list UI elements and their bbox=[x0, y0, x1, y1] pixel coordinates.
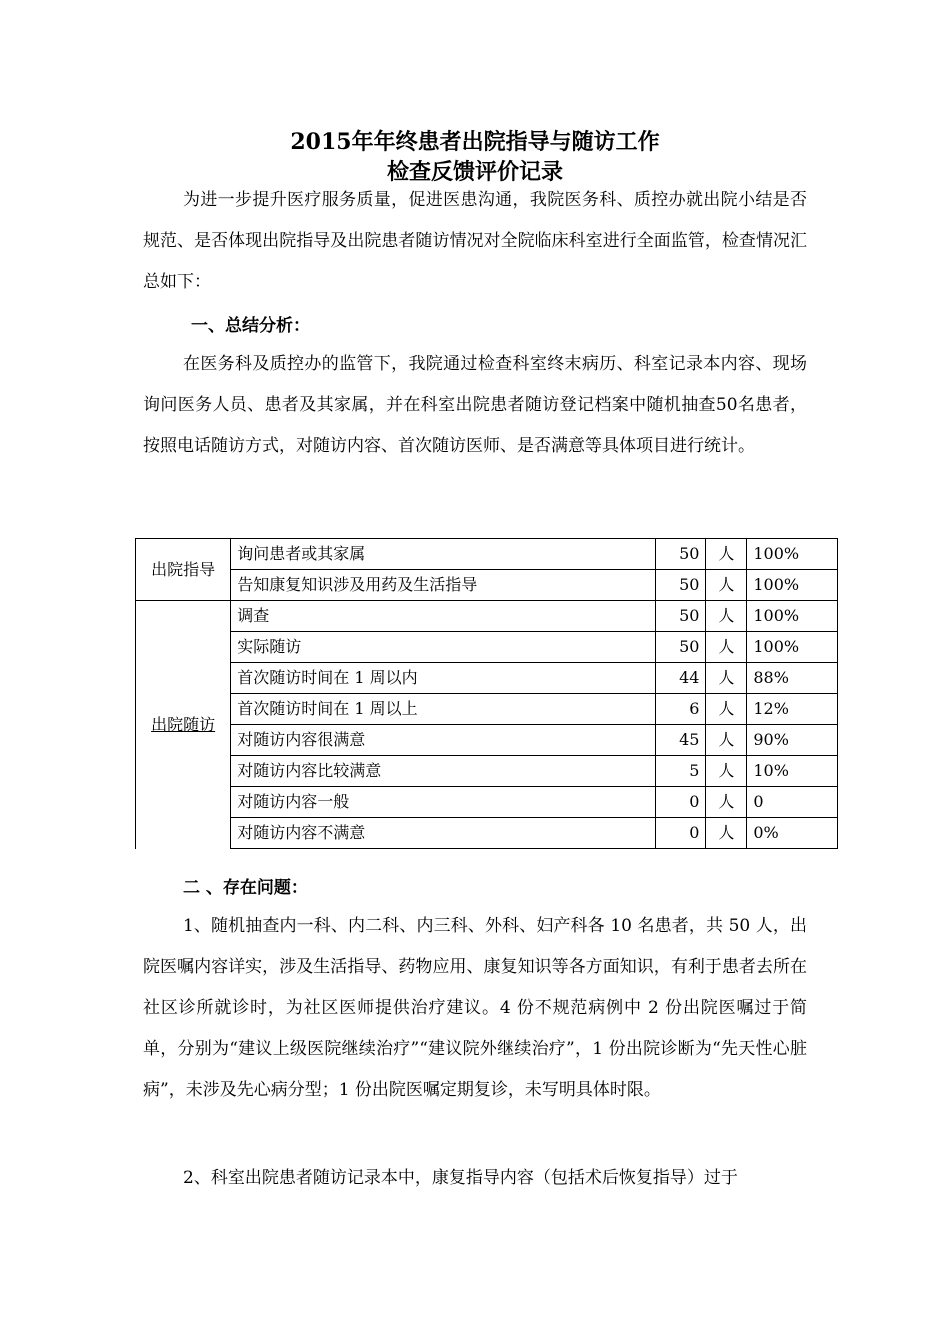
row-item: 实际随访 bbox=[231, 632, 655, 663]
group-label-followup-text: 出院随访 bbox=[151, 714, 216, 734]
table-row bbox=[136, 756, 838, 787]
row-unit: 人 bbox=[706, 694, 747, 725]
row-item: 对随访内容很满意 bbox=[231, 725, 655, 756]
row-unit: 人 bbox=[706, 818, 747, 849]
row-percent: 0 bbox=[747, 787, 838, 818]
table-row bbox=[136, 787, 838, 818]
row-percent: 12% bbox=[747, 694, 838, 725]
row-count: 45 bbox=[655, 725, 706, 756]
row-unit: 人 bbox=[706, 787, 747, 818]
table-row bbox=[136, 601, 838, 632]
row-item: 首次随访时间在 1 周以上 bbox=[231, 694, 655, 725]
row-count: 50 bbox=[655, 632, 706, 663]
group-label-guidance: 出院指导 bbox=[136, 539, 231, 601]
table-row bbox=[136, 663, 838, 694]
table-row bbox=[136, 570, 838, 601]
section2-heading: 二 、存在问题： bbox=[183, 878, 308, 898]
table-row bbox=[136, 818, 838, 849]
row-unit: 人 bbox=[706, 632, 747, 663]
row-item: 调查 bbox=[231, 601, 655, 632]
row-item: 对随访内容一般 bbox=[231, 787, 655, 818]
row-unit: 人 bbox=[706, 570, 747, 601]
row-percent: 10% bbox=[747, 756, 838, 787]
row-count: 44 bbox=[655, 663, 706, 694]
row-unit: 人 bbox=[706, 756, 747, 787]
row-count: 50 bbox=[655, 601, 706, 632]
row-count: 50 bbox=[655, 570, 706, 601]
row-count: 6 bbox=[655, 694, 706, 725]
section1-paragraph: 在医务科及质控办的监管下，我院通过检查科室终末病历、科室记录本内容、现场询问医务人员、患者及其家属，并在科室出院患者随访登记档案中随机抽查50名患者，按照电话随访方式，对随访内容、首次随访医师、是否满意等具体项目进行统计。 bbox=[143, 354, 807, 456]
row-unit: 人 bbox=[706, 539, 747, 570]
row-item: 询问患者或其家属 bbox=[231, 539, 655, 570]
row-unit: 人 bbox=[706, 725, 747, 756]
table-row bbox=[136, 539, 838, 570]
issue-1-paragraph: 1、随机抽查内一科、内二科、内三科、外科、妇产科各 10 名患者，共 50 人，出院医嘱内容详实，涉及生活指导、药物应用、康复知识等各方面知识，有利于患者去所在社区诊所就诊时，为社区医师提供治疗建议。4 份不规范病例中 2 份出院医嘱过于简单，分别为“建议上级医院继续治疗”“建议院外继续治疗”，1 份出院诊断为“先天性心脏病”，未涉及先心病分型；1 份出院医嘱定期复诊，未写明具体时限。 bbox=[143, 916, 807, 1100]
issue-2-paragraph: 2、科室出院患者随访记录本中，康复指导内容（包括术后恢复指导）过于 bbox=[183, 1168, 738, 1188]
row-percent: 90% bbox=[747, 725, 838, 756]
row-item: 告知康复知识涉及用药及生活指导 bbox=[231, 570, 655, 601]
row-count: 5 bbox=[655, 756, 706, 787]
group-label-followup bbox=[136, 601, 231, 849]
table-row bbox=[136, 694, 838, 725]
table-row bbox=[136, 632, 838, 663]
row-percent: 100% bbox=[747, 539, 838, 570]
row-unit: 人 bbox=[706, 601, 747, 632]
row-unit: 人 bbox=[706, 663, 747, 694]
row-item: 首次随访时间在 1 周以内 bbox=[231, 663, 655, 694]
intro-paragraph: 为进一步提升医疗服务质量，促进医患沟通，我院医务科、质控办就出院小结是否规范、是否体现出院指导及出院患者随访情况对全院临床科室进行全面监管，检查情况汇总如下： bbox=[143, 190, 807, 292]
table-row bbox=[136, 725, 838, 756]
document-subtitle: 检查反馈评价记录 bbox=[386, 159, 563, 185]
row-percent: 100% bbox=[747, 632, 838, 663]
row-count: 50 bbox=[655, 539, 706, 570]
statistics-table bbox=[135, 538, 838, 849]
row-percent: 100% bbox=[747, 601, 838, 632]
row-item: 对随访内容不满意 bbox=[231, 818, 655, 849]
section1-heading: 一、总结分析： bbox=[191, 316, 310, 336]
row-percent: 100% bbox=[747, 570, 838, 601]
row-percent: 88% bbox=[747, 663, 838, 694]
row-count: 0 bbox=[655, 818, 706, 849]
document-title: 2015年年终患者出院指导与随访工作 bbox=[290, 129, 660, 155]
row-percent: 0% bbox=[747, 818, 838, 849]
row-item: 对随访内容比较满意 bbox=[231, 756, 655, 787]
row-count: 0 bbox=[655, 787, 706, 818]
